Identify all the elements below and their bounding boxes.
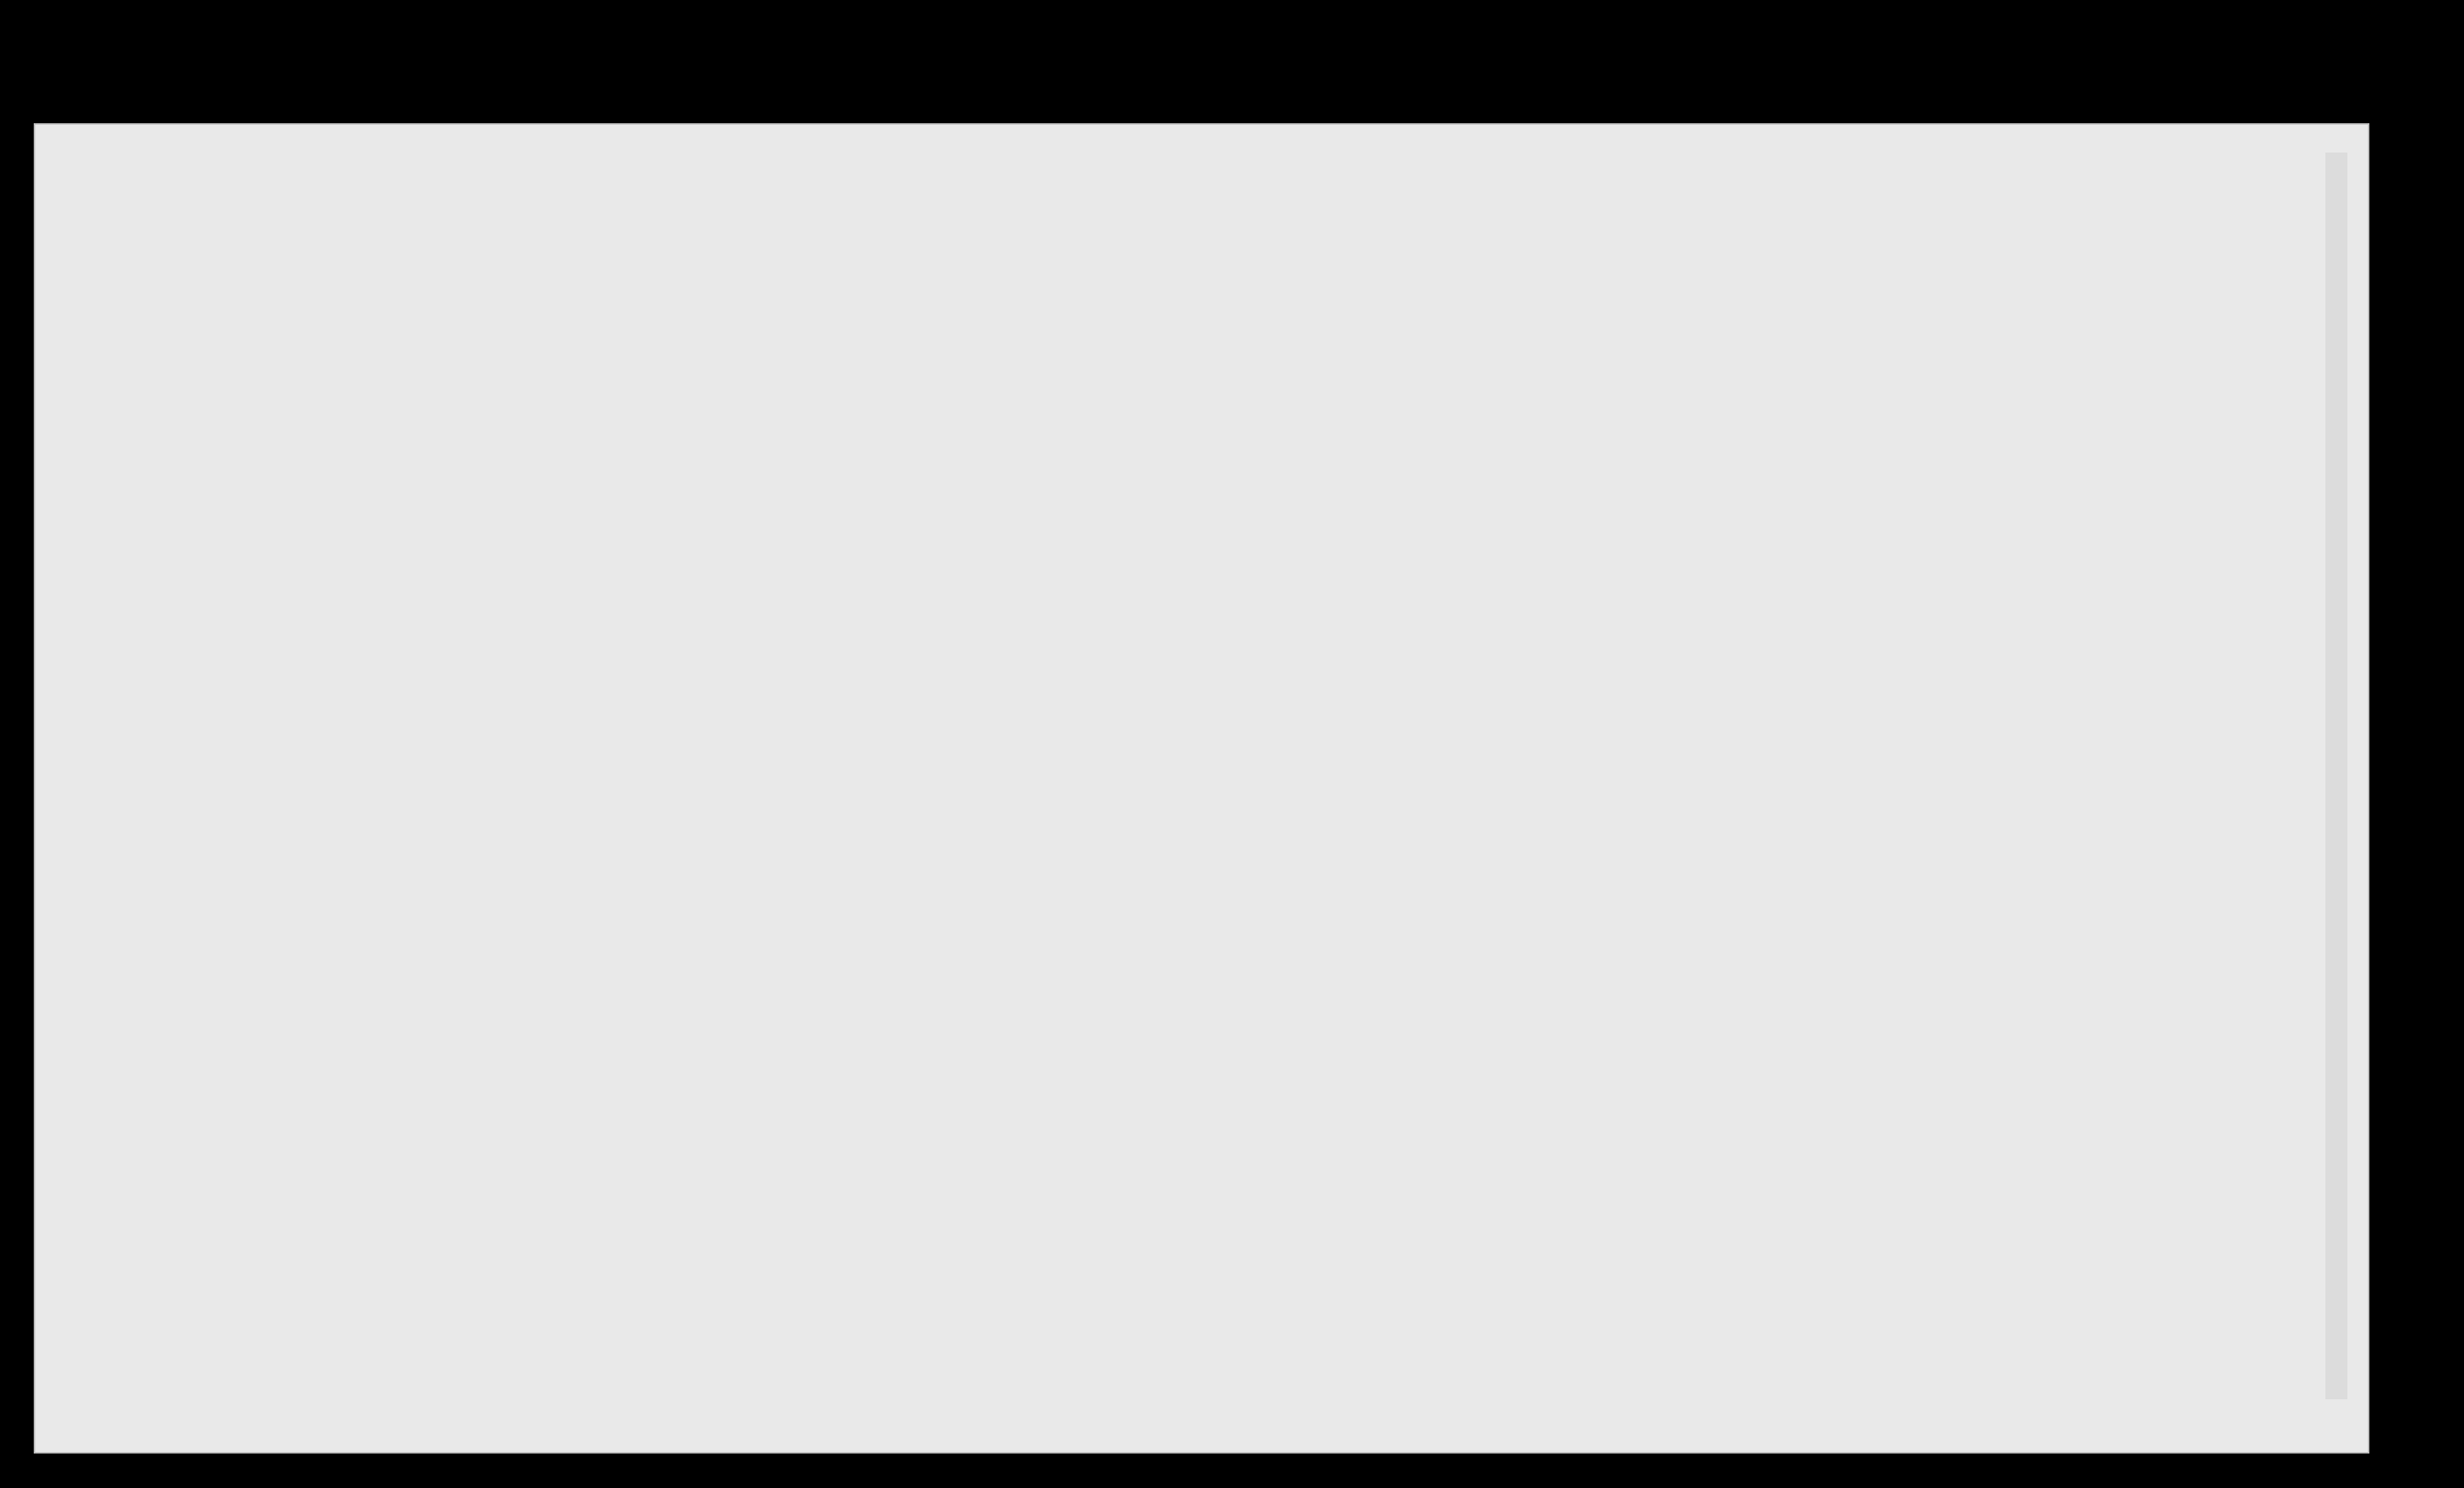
census-card (34, 123, 2369, 1454)
paper-edge (2325, 153, 2347, 1399)
